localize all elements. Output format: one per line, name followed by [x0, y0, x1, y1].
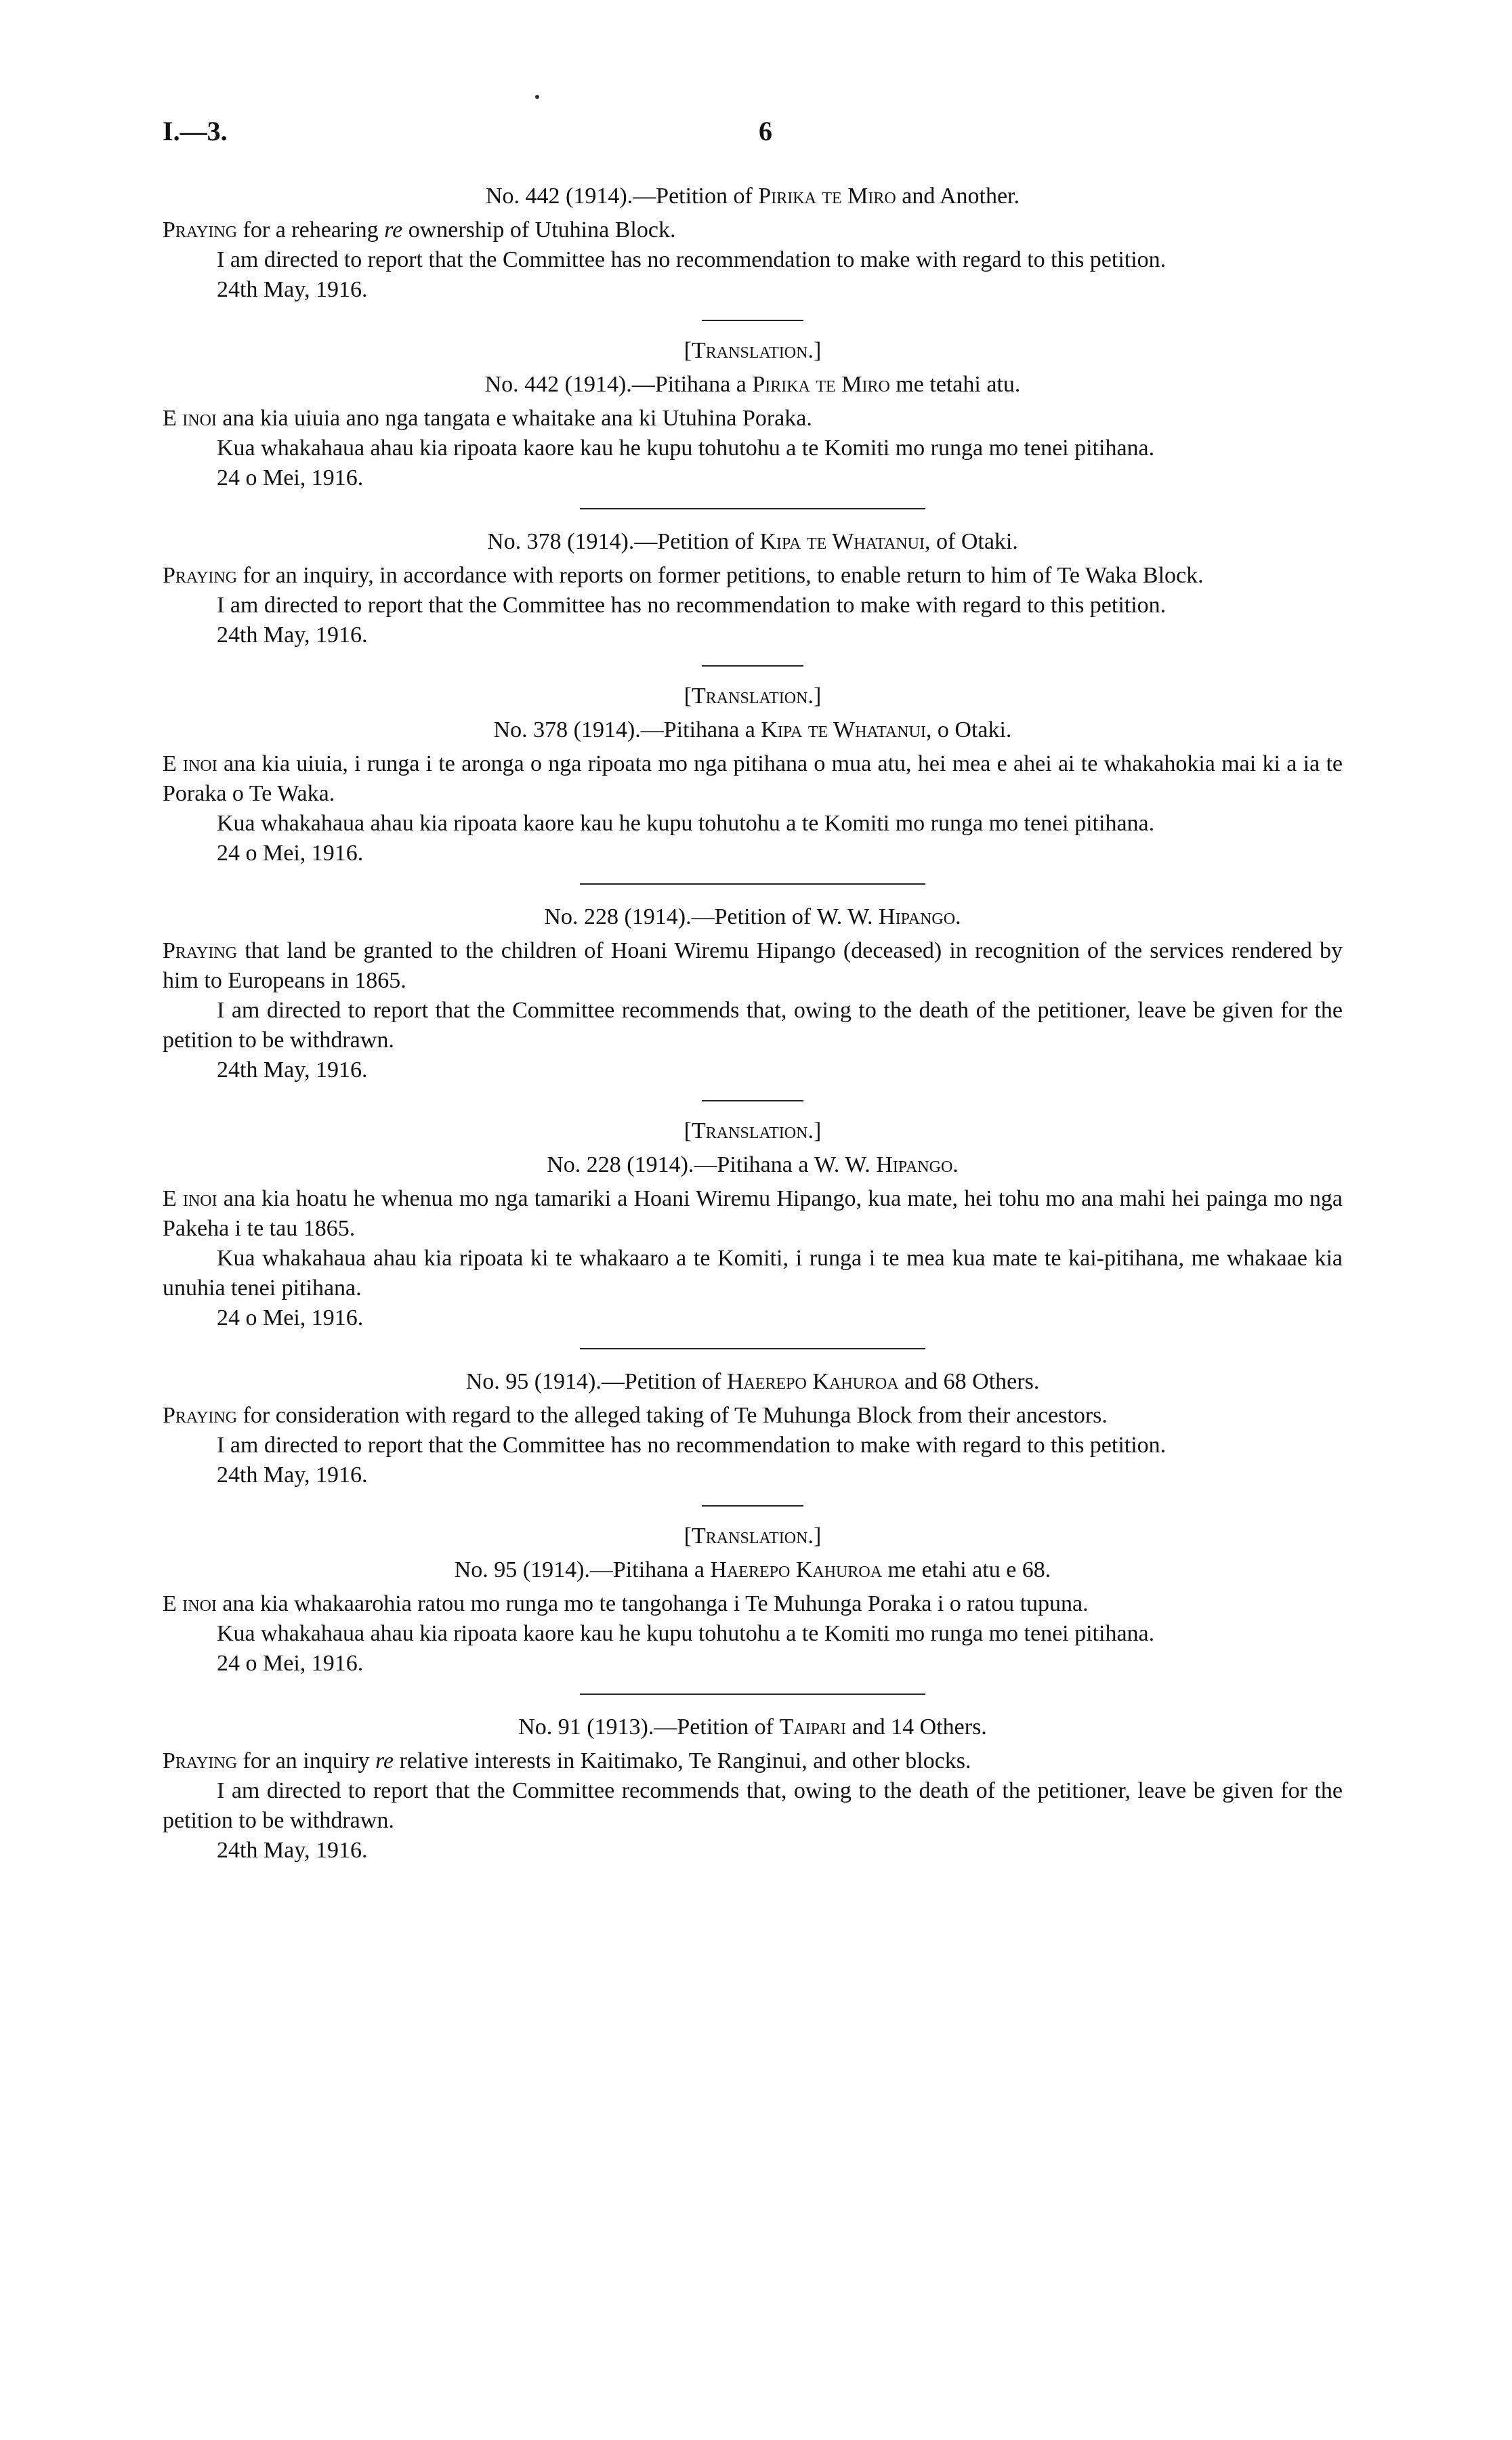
report-paragraph: I am directed to report that the Committee has no recommendation to make with regard to this petition.	[217, 1433, 1167, 1458]
divider-short	[702, 320, 803, 321]
praying-label: Praying	[163, 217, 238, 243]
report-paragraph: I am directed to report that the Committee has no recommendation to make with regard to this petition.	[217, 593, 1167, 618]
petitioner-name: Haerepo Kahuroa	[726, 1369, 899, 1394]
paper-reference: I.—3.	[163, 116, 228, 146]
translation-label: [Translation.]	[684, 1118, 822, 1143]
translation-label: [Translation.]	[684, 1523, 822, 1549]
praying-label: Praying	[163, 1403, 238, 1428]
translation-entry-442	[163, 336, 1343, 493]
praying-label: Praying	[163, 938, 238, 963]
petition-title: No. 228 (1914).—Petition of W. W. Hipango.	[544, 904, 961, 929]
petitioner-name: Kipa te Whatanui	[759, 529, 925, 554]
petition-entry-95	[163, 1367, 1343, 1490]
entry-date: 24th May, 1916.	[217, 1463, 368, 1488]
praying-paragraph: Praying for a rehearing re ownership of Utuhina Block.	[163, 217, 676, 243]
petition-title: No. 442 (1914).—Petition of Pirika te Miro and Another.	[485, 184, 1020, 209]
divider-long	[580, 1348, 925, 1349]
divider-long	[580, 1694, 925, 1695]
petitioner-name: Haerepo Kahuroa	[710, 1557, 883, 1582]
petition-entry-91	[163, 1712, 1343, 1866]
praying-label: E inoi	[163, 1186, 217, 1211]
petition-title: No. 95 (1914).—Petition of Haerepo Kahuroa and 68 Others.	[465, 1369, 1040, 1394]
petition-title: No. 442 (1914).—Pitihana a Pirika te Miro me tetahi atu.	[484, 372, 1021, 397]
petition-title: No. 378 (1914).—Petition of Kipa te Whatanui, of Otaki.	[487, 529, 1018, 554]
entry-date: 24th May, 1916.	[217, 1057, 368, 1082]
report-paragraph: Kua whakahaua ahau kia ripoata kaore kau he kupu tohutohu a te Komiti mo runga mo tenei pitihana.	[217, 1621, 1155, 1646]
praying-label: Praying	[163, 563, 238, 588]
entry-date: 24th May, 1916.	[217, 1838, 368, 1863]
praying-label: E inoi	[163, 406, 217, 431]
petition-entry-378	[163, 527, 1343, 650]
petition-title: No. 91 (1913).—Petition of Taipari and 14 Others.	[518, 1715, 987, 1740]
translation-label: [Translation.]	[684, 338, 822, 363]
translation-entry-95	[163, 1521, 1343, 1679]
divider-short	[702, 1505, 803, 1507]
praying-paragraph: E inoi ana kia uiuia, i runga i te aronga o nga ripoata mo nga pitihana o mua atu, hei mea e ahei ai te whakahokia mai ki a ia te Poraka o Te Waka.	[163, 751, 1343, 806]
translation-entry-378	[163, 681, 1343, 868]
divider-short	[702, 1100, 803, 1101]
translation-entry-228	[163, 1116, 1343, 1333]
praying-paragraph: E inoi ana kia whakaarohia ratou mo runga mo te tangohanga i Te Muhunga Poraka i o ratou tupuna.	[163, 1591, 1089, 1616]
petition-title: No. 95 (1914).—Pitihana a Haerepo Kahuroa me etahi atu e 68.	[454, 1557, 1051, 1582]
petitioner-name: Taipari	[779, 1715, 847, 1740]
praying-paragraph: Praying that land be granted to the children of Hoani Wiremu Hipango (deceased) in recognition of the services rendered by him to Europeans in 1865.	[163, 938, 1343, 993]
petitioner-name: Kipa te Whatanui	[761, 717, 926, 742]
print-mark	[535, 95, 539, 99]
petition-title: No. 378 (1914).—Pitihana a Kipa te Whatanui, o Otaki.	[493, 717, 1012, 742]
petition-title: No. 228 (1914).—Pitihana a W. W. Hipango.	[547, 1152, 959, 1177]
entry-date: 24th May, 1916.	[217, 277, 368, 302]
praying-paragraph: E inoi ana kia hoatu he whenua mo nga tamariki a Hoani Wiremu Hipango, kua mate, hei tohu mo ana mahi hei painga mo nga Pakeha i te tau 1865.	[163, 1186, 1343, 1241]
page-number: 6	[759, 116, 772, 146]
praying-label: E inoi	[163, 1591, 217, 1616]
report-paragraph: I am directed to report that the Committee recommends that, owing to the death of the petitioner, leave be given for the petition to be withdrawn.	[163, 998, 1343, 1053]
entry-date: 24 o Mei, 1916.	[217, 1651, 364, 1676]
entry-date: 24th May, 1916.	[217, 623, 368, 648]
divider-short	[702, 665, 803, 667]
document-body	[163, 182, 1343, 1866]
entry-date: 24 o Mei, 1916.	[217, 1305, 364, 1330]
petition-entry-228	[163, 902, 1343, 1085]
report-paragraph: I am directed to report that the Committee has no recommendation to make with regard to this petition.	[217, 247, 1167, 272]
petition-entry-442	[163, 182, 1343, 305]
report-paragraph: Kua whakahaua ahau kia ripoata kaore kau he kupu tohutohu a te Komiti mo runga mo tenei pitihana.	[217, 811, 1155, 836]
report-paragraph: I am directed to report that the Committee recommends that, owing to the death of the petitioner, leave be given for the petition to be withdrawn.	[163, 1778, 1343, 1833]
praying-paragraph: E inoi ana kia uiuia ano nga tangata e whaitake ana ki Utuhina Poraka.	[163, 406, 812, 431]
petitioner-name: W. W. Hipango	[816, 904, 956, 929]
divider-long	[580, 508, 925, 509]
praying-paragraph: Praying for consideration with regard to the alleged taking of Te Muhunga Block from their ancestors.	[163, 1403, 1108, 1428]
praying-paragraph: Praying for an inquiry re relative interests in Kaitimako, Te Ranginui, and other blocks.	[163, 1748, 971, 1773]
report-paragraph: Kua whakahaua ahau kia ripoata ki te whakaaro a te Komiti, i runga i te mea kua mate te kai-pitihana, me whakaae kia unuhia tenei pitihana.	[163, 1246, 1343, 1301]
entry-date: 24 o Mei, 1916.	[217, 841, 364, 866]
page-header	[163, 115, 1348, 156]
entry-date: 24 o Mei, 1916.	[217, 465, 364, 490]
praying-label: Praying	[163, 1748, 238, 1773]
petitioner-name: W. W. Hipango	[814, 1152, 953, 1177]
translation-label: [Translation.]	[684, 683, 822, 709]
praying-label: E inoi	[163, 751, 217, 776]
petitioner-name: Pirika te Miro	[758, 184, 896, 209]
report-paragraph: Kua whakahaua ahau kia ripoata kaore kau he kupu tohutohu a te Komiti mo runga mo tenei pitihana.	[217, 436, 1155, 461]
praying-paragraph: Praying for an inquiry, in accordance with reports on former petitions, to enable return to him of Te Waka Block.	[163, 563, 1204, 588]
divider-long	[580, 883, 925, 885]
petitioner-name: Pirika te Miro	[752, 372, 890, 397]
